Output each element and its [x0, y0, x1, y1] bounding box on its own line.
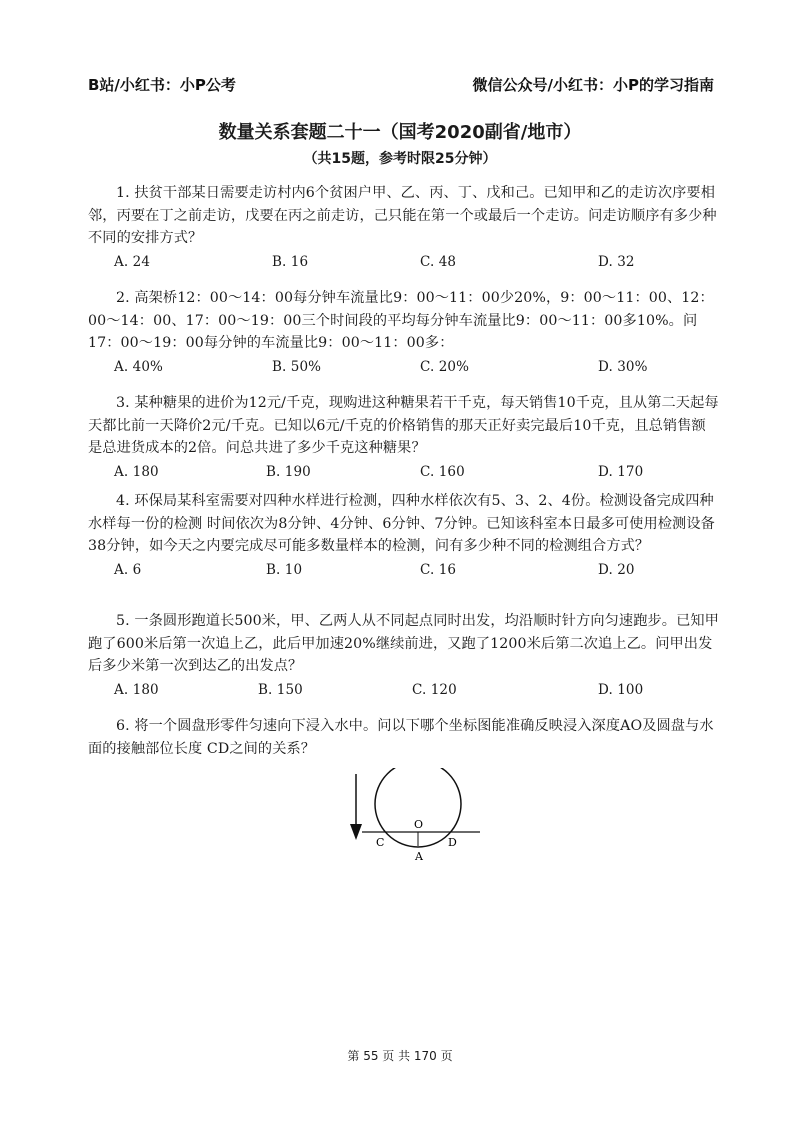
option-a: A. 24	[114, 253, 151, 270]
options-row	[88, 461, 720, 483]
header-right-text: 微信公众号/小红书：小P的学习指南	[472, 76, 714, 94]
question-6	[88, 715, 720, 760]
option-a: A. 6	[114, 561, 142, 578]
arrow-head-icon	[350, 824, 362, 840]
question-stem: 2. 高架桥12：00～14：00每分钟车流量比9：00～11：00少20%，9：00～11：00、12：00～14：00、17：00～19：00三个时间段的平均每分钟车流量比9：00～11：00多10%。问17：00～19：00每分钟的车流量比9：00～11：00多：	[88, 290, 714, 351]
option-d: D. 32	[598, 253, 635, 270]
option-a: A. 180	[114, 681, 159, 698]
label-d: D	[448, 836, 457, 849]
options-row	[88, 356, 720, 378]
option-b: B. 190	[266, 463, 311, 480]
label-o: O	[414, 818, 424, 831]
option-b: B. 16	[272, 253, 309, 270]
options-row	[88, 679, 720, 701]
option-c: C. 48	[420, 253, 457, 270]
question-5	[88, 610, 720, 701]
option-d: D. 100	[598, 681, 644, 698]
question-4	[88, 490, 720, 581]
page-title: 数量关系套题二十一（国考2020副省/地市）	[218, 122, 582, 143]
question-3	[88, 392, 720, 483]
question-stem: 1. 扶贫干部某日需要走访村内6个贫困户甲、乙、丙、丁、戊和己。已知甲和乙的走访次序要相邻，丙要在丁之前走访，戊要在丙之前走访，己只能在第一个或最后一个走访。问走访顺序有多少种不同的安排方式？	[88, 185, 717, 246]
question-stem: 4. 环保局某科室需要对四种水样进行检测，四种水样依次有5、3、2、4份。检测设备完成四种水样每一份的检测 时间依次为8分钟、4分钟、6分钟、7分钟。已知该科室本日最多可使用检测设备38分钟，如今天之内要完成尽可能多数量样本的检测，问有多少种不同的检测组合方式？	[88, 493, 715, 554]
page-footer: 第 55 页 共 170 页	[347, 1049, 453, 1063]
question-stem: 5. 一条圆形跑道长500米，甲、乙两人从不同起点同时出发，均沿顺时针方向匀速跑步。已知甲跑了600米后第一次追上乙，此后甲加速20%继续前进，又跑了1200米后第二次追上乙。问甲出发后多少米第一次到达乙的出发点？	[88, 613, 719, 674]
question-stem: 3. 某种糖果的进价为12元/千克，现购进这种糖果若干千克，每天销售10千克，且从第二天起每天都比前一天降价2元/千克。已知以6元/千克的价格销售的那天正好卖完最后10千克，且总销售额是总进货成本的2倍。问总共进了多少千克这种糖果？	[88, 395, 719, 456]
option-c: C. 120	[412, 681, 457, 698]
option-d: D. 170	[598, 463, 644, 480]
question-stem: 6. 将一个圆盘形零件匀速向下浸入水中。问以下哪个坐标图能准确反映浸入深度AO及圆盘与水面的接触部位长度 CD之间的关系？	[88, 718, 714, 757]
options-row	[88, 559, 720, 581]
option-c: C. 20%	[420, 358, 470, 375]
header-left-text: B站/小红书：小P公考	[88, 76, 236, 94]
option-b: B. 10	[266, 561, 303, 578]
option-d: D. 20	[598, 561, 635, 578]
option-c: C. 16	[420, 561, 457, 578]
label-a: A	[415, 850, 423, 863]
option-b: B. 50%	[272, 358, 322, 375]
option-a: A. 40%	[114, 358, 163, 375]
disc-immersion-figure	[340, 768, 500, 878]
question-1	[88, 182, 720, 273]
option-a: A. 180	[114, 463, 159, 480]
label-c: C	[376, 836, 385, 849]
option-d: D. 30%	[598, 358, 648, 375]
page-subtitle: （共15题，参考时限25分钟）	[303, 151, 497, 167]
option-c: C. 160	[420, 463, 465, 480]
option-b: B. 150	[258, 681, 303, 698]
options-row	[88, 251, 720, 273]
question-2	[88, 287, 720, 378]
